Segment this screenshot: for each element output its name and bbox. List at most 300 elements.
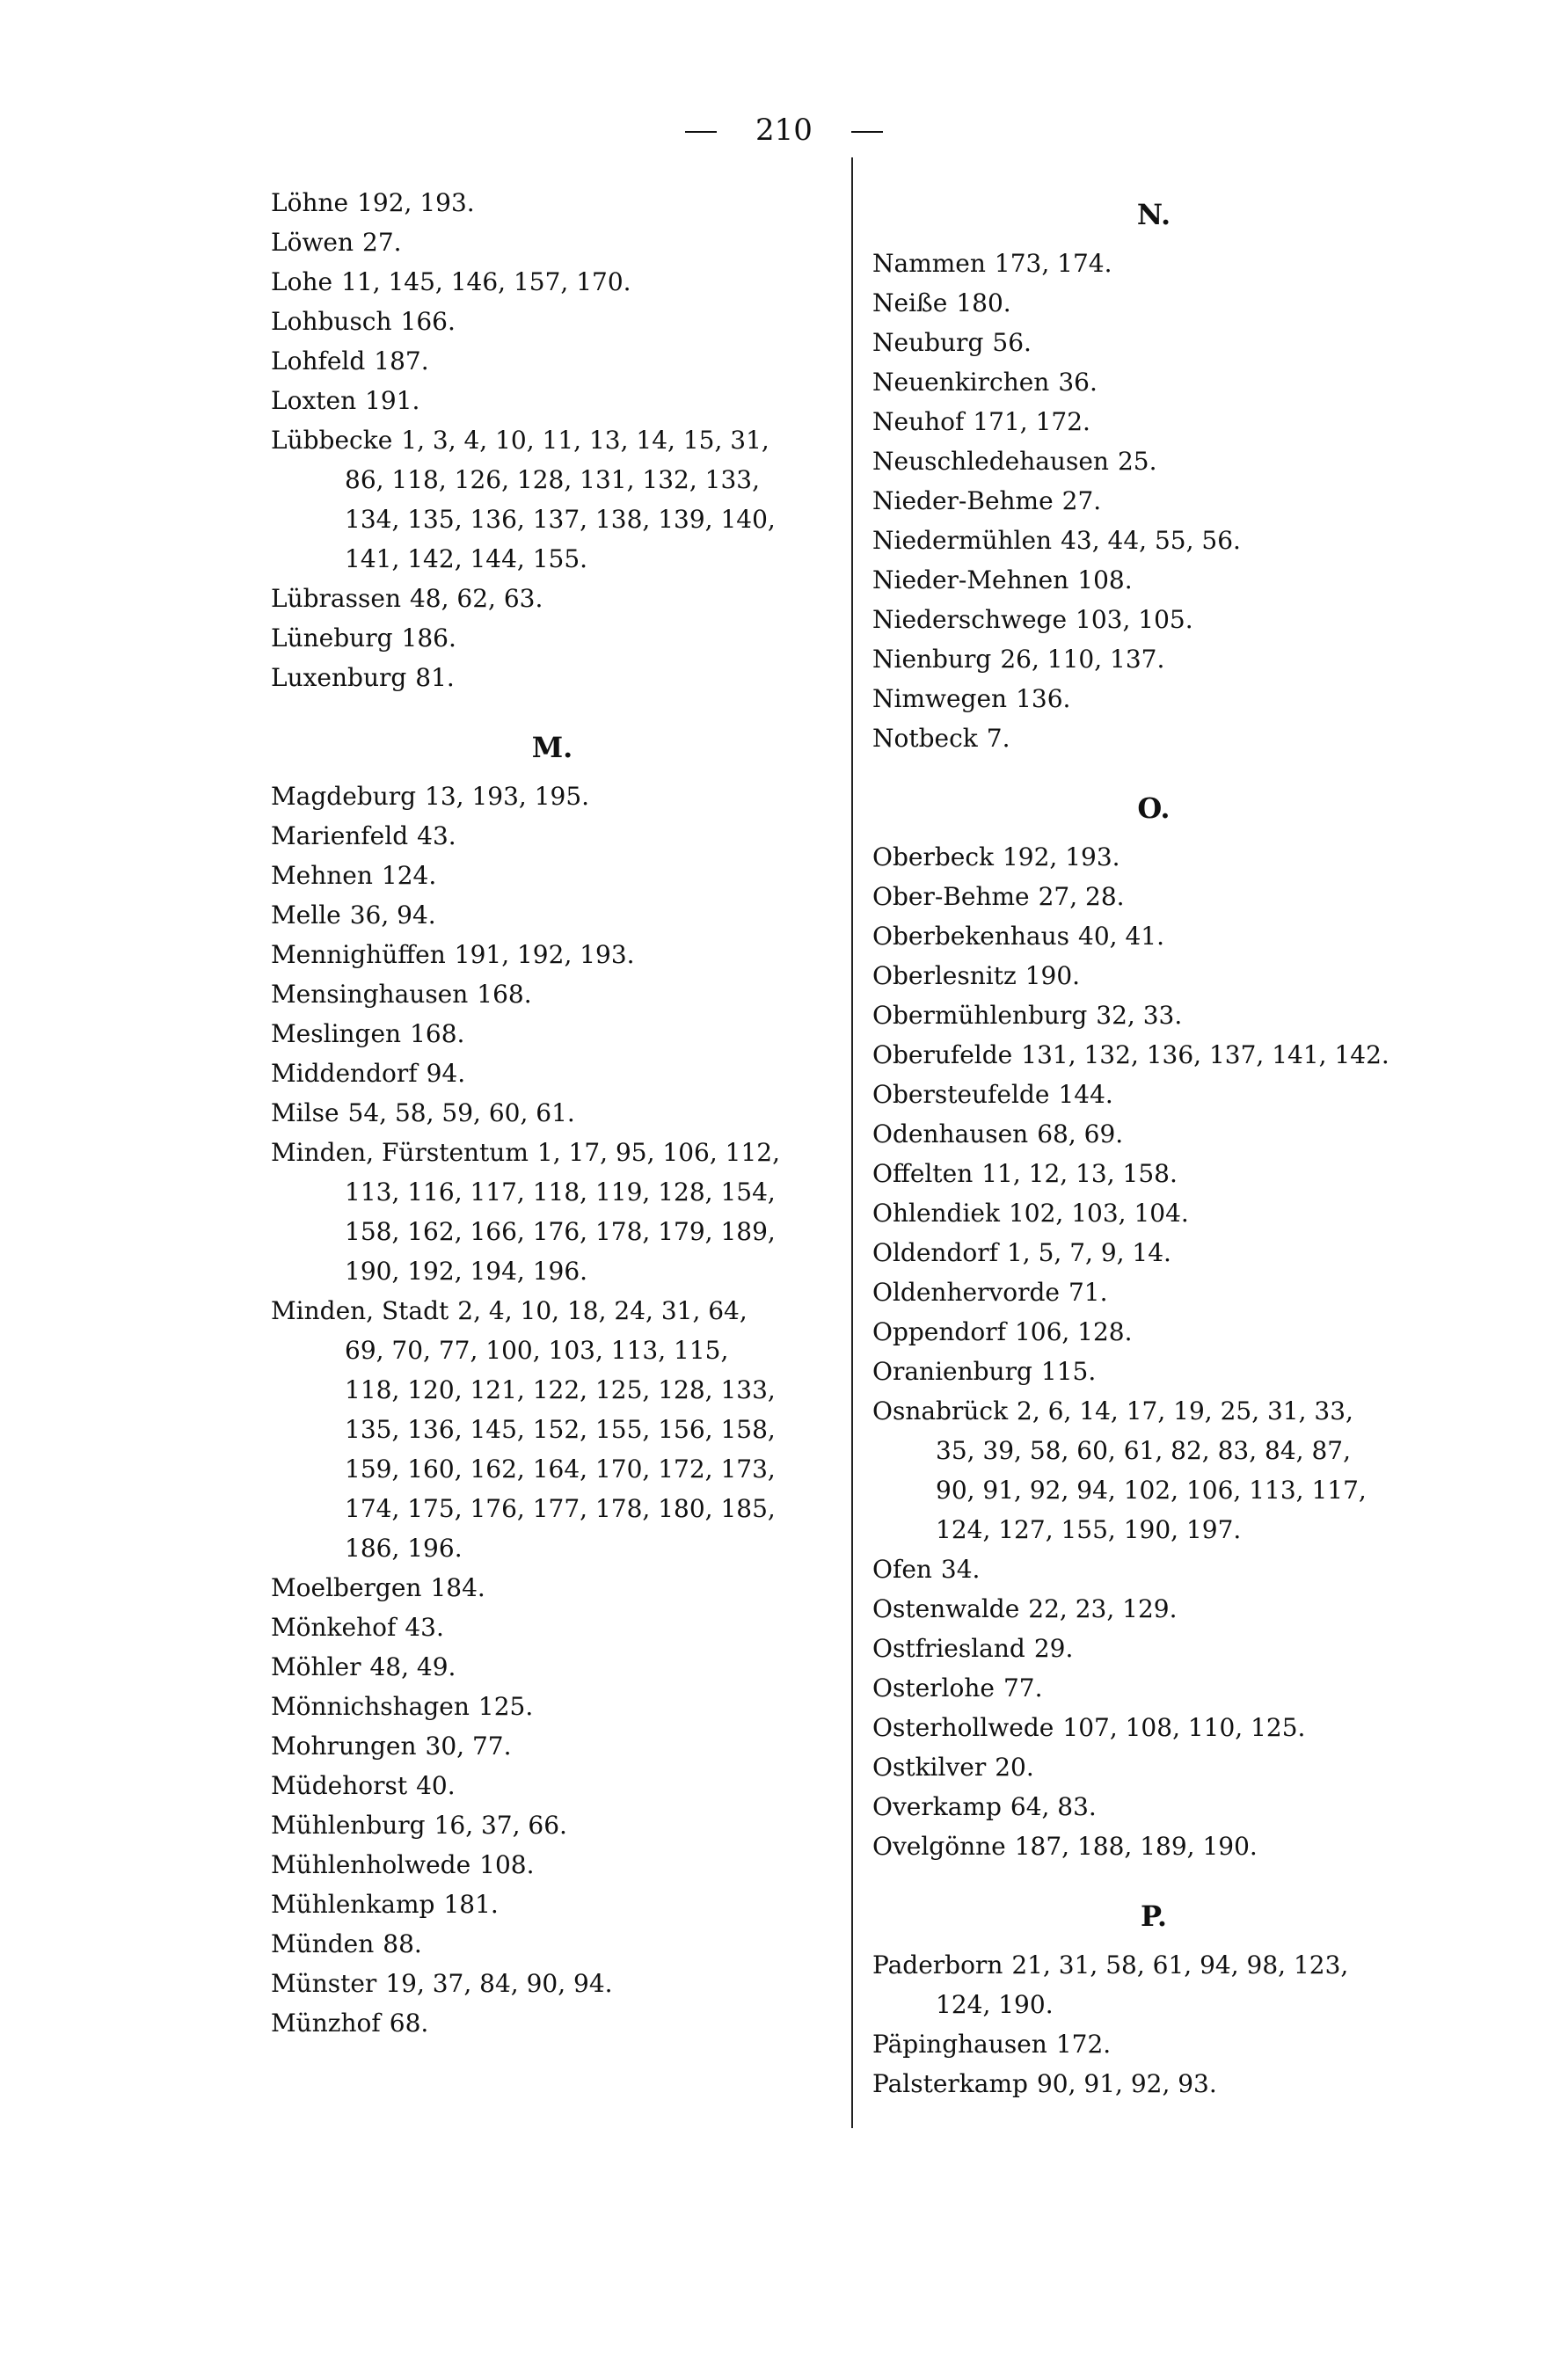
entry-line: [872, 639, 1435, 679]
entry-place-name: Oranienburg: [872, 1357, 1032, 1386]
entry-line: [271, 420, 834, 460]
entry-line: [872, 2024, 1435, 2064]
entry-page-numbers: 43, 44, 55, 56.: [1061, 526, 1241, 555]
entry-page-numbers: 107, 108, 110, 125.: [1062, 1713, 1306, 1742]
entry-place-name: Minden, Fürstentum: [271, 1138, 529, 1167]
entry-page-numbers: 172.: [1055, 2030, 1112, 2059]
entry-place-name: Mühlenkamp: [271, 1890, 435, 1919]
entry-place-name: Oldendorf: [872, 1238, 998, 1267]
entry-place-name: Mensinghausen: [271, 980, 469, 1009]
index-entry: [872, 441, 1435, 481]
entry-page-numbers: 34.: [940, 1555, 981, 1584]
entry-page-numbers: 27.: [362, 228, 402, 257]
entry-place-name: Middendorf: [271, 1059, 418, 1088]
entry-line: [872, 1075, 1435, 1114]
entry-line: [872, 1193, 1435, 1233]
index-entry: [872, 1391, 1435, 1549]
entry-line: [872, 1233, 1435, 1272]
entry-place-name: Moelbergen: [271, 1573, 422, 1602]
entry-page-numbers: 54, 58, 59, 60, 61.: [347, 1098, 575, 1127]
index-entry: [872, 1075, 1435, 1114]
index-entry: [872, 1787, 1435, 1826]
index-entry: [872, 481, 1435, 521]
entry-page-numbers: 124, 127, 155, 190, 197.: [936, 1515, 1242, 1544]
index-entry: [872, 362, 1435, 402]
entry-page-numbers: 180.: [956, 288, 1011, 317]
index-entry: [271, 341, 834, 381]
index-section: [872, 1897, 1435, 2104]
entry-line: [872, 1945, 1435, 1985]
entry-line: [271, 302, 834, 341]
entry-place-name: Neiße: [872, 288, 948, 317]
entry-page-numbers: 29.: [1033, 1634, 1074, 1663]
entry-place-name: Nammen: [872, 249, 986, 278]
entry-page-numbers: 159, 160, 162, 164, 170, 172, 173,: [345, 1455, 776, 1484]
index-entry: [872, 639, 1435, 679]
entry-place-name: Mohrungen: [271, 1732, 417, 1761]
entry-page-numbers: 1, 3, 4, 10, 11, 13, 14, 15, 31,: [401, 426, 769, 455]
entry-place-name: Münden: [271, 1929, 375, 1958]
index-entry: [271, 1845, 834, 1885]
entry-page-numbers: 36, 94.: [349, 900, 436, 930]
entry-page-numbers: 40.: [416, 1771, 456, 1800]
entry-page-numbers: 131, 132, 136, 137, 141, 142.: [1021, 1040, 1389, 1069]
entry-place-name: Neuhof: [872, 407, 965, 436]
entry-continuation-line: [872, 1431, 1435, 1470]
index-entry: [271, 1726, 834, 1766]
entry-page-numbers: 48, 49.: [369, 1652, 456, 1681]
index-column-left: [271, 183, 834, 2043]
entry-page-numbers: 166.: [400, 307, 456, 336]
entry-page-numbers: 125.: [478, 1692, 534, 1721]
entry-place-name: Lohe: [271, 267, 333, 296]
entry-page-numbers: 141, 142, 144, 155.: [345, 544, 588, 573]
entry-page-numbers: 90, 91, 92, 93.: [1036, 2069, 1217, 2098]
index-entry: [271, 1766, 834, 1805]
entry-line: [872, 1272, 1435, 1312]
entry-line: [872, 521, 1435, 560]
entry-place-name: Oberlesnitz: [872, 961, 1017, 990]
index-entry: [271, 658, 834, 697]
entry-line: [271, 1608, 834, 1647]
index-entry: [872, 995, 1435, 1035]
dash-left: [685, 131, 717, 133]
entry-line: [872, 441, 1435, 481]
entry-line: [271, 1054, 834, 1093]
entry-line: [872, 1312, 1435, 1352]
entry-page-numbers: 86, 118, 126, 128, 131, 132, 133,: [345, 465, 760, 494]
entry-page-numbers: 1, 17, 95, 106, 112,: [536, 1138, 780, 1167]
index-entry: [271, 1093, 834, 1133]
index-entry: [872, 837, 1435, 877]
entry-page-numbers: 192, 193.: [1002, 842, 1120, 871]
entry-line: [872, 283, 1435, 323]
entry-line: [271, 1647, 834, 1687]
entry-line: [271, 1093, 834, 1133]
entry-continuation-line: [271, 1172, 834, 1212]
entry-page-numbers: 102, 103, 104.: [1008, 1199, 1189, 1228]
entry-continuation-line: [872, 1470, 1435, 1510]
entry-continuation-line: [271, 1212, 834, 1251]
entry-page-numbers: 106, 128.: [1014, 1317, 1133, 1346]
entry-continuation-line: [271, 1251, 834, 1291]
entry-page-numbers: 16, 37, 66.: [434, 1811, 567, 1840]
index-entry: [271, 222, 834, 262]
entry-continuation-line: [271, 499, 834, 539]
entry-page-numbers: 48, 62, 63.: [409, 584, 543, 613]
entry-place-name: Ofen: [872, 1555, 932, 1584]
index-entry: [271, 262, 834, 302]
entry-line: [872, 1549, 1435, 1589]
entry-line: [872, 600, 1435, 639]
entry-continuation-line: [872, 1985, 1435, 2024]
entry-page-numbers: 71.: [1068, 1278, 1108, 1307]
index-entry: [271, 302, 834, 341]
entry-line: [271, 1133, 834, 1172]
entry-place-name: Loxten: [271, 386, 357, 415]
entry-line: [271, 579, 834, 618]
entry-place-name: Paderborn: [872, 1950, 1003, 1980]
index-entry: [872, 323, 1435, 362]
index-entry: [271, 1133, 834, 1291]
index-entry: [872, 244, 1435, 283]
entry-place-name: Oldenhervorde: [872, 1278, 1060, 1307]
entry-place-name: Neuschledehausen: [872, 447, 1109, 476]
entry-page-numbers: 181.: [443, 1890, 499, 1919]
entry-line: [271, 1726, 834, 1766]
index-entry: [271, 856, 834, 895]
entry-line: [872, 1747, 1435, 1787]
entry-page-numbers: 43.: [405, 1613, 444, 1642]
entry-line: [271, 935, 834, 974]
entry-page-numbers: 19, 37, 84, 90, 94.: [385, 1969, 613, 1998]
index-entry: [872, 1035, 1435, 1075]
index-entry: [271, 895, 834, 935]
entry-place-name: Päpinghausen: [872, 2030, 1047, 2059]
entry-page-numbers: 11, 145, 146, 157, 170.: [341, 267, 631, 296]
index-entry: [872, 402, 1435, 441]
entry-page-numbers: 144.: [1058, 1080, 1113, 1109]
entry-line: [271, 222, 834, 262]
index-entry: [872, 1154, 1435, 1193]
entry-line: [872, 877, 1435, 916]
index-section: [872, 195, 1435, 758]
entry-place-name: Minden, Stadt: [271, 1296, 449, 1325]
index-entry: [271, 420, 834, 579]
column-divider: [851, 157, 853, 2128]
entry-place-name: Palsterkamp: [872, 2069, 1028, 2098]
entry-page-numbers: 25.: [1117, 447, 1157, 476]
index-entry: [271, 183, 834, 222]
index-entry: [271, 1054, 834, 1093]
entry-place-name: Neuburg: [872, 328, 984, 357]
entry-page-numbers: 191, 192, 193.: [454, 940, 635, 969]
index-entry: [271, 618, 834, 658]
entry-line: [271, 341, 834, 381]
entry-place-name: Nieder-Mehnen: [872, 565, 1069, 594]
entry-page-numbers: 2, 6, 14, 17, 19, 25, 31, 33,: [1017, 1396, 1353, 1425]
index-section: [271, 183, 834, 697]
entry-line: [872, 1114, 1435, 1154]
entry-place-name: Milse: [271, 1098, 339, 1127]
entry-place-name: Ostenwalde: [872, 1594, 1020, 1623]
entry-line: [872, 560, 1435, 600]
entry-place-name: Mühlenburg: [271, 1811, 426, 1840]
index-entry: [872, 600, 1435, 639]
entry-page-numbers: 64, 83.: [1010, 1792, 1097, 1821]
entry-place-name: Osterhollwede: [872, 1713, 1054, 1742]
index-entry: [271, 935, 834, 974]
index-entry: [271, 1608, 834, 1647]
entry-line: [872, 1391, 1435, 1431]
entry-place-name: Obersteufelde: [872, 1080, 1050, 1109]
index-entry: [872, 1114, 1435, 1154]
index-entry: [872, 916, 1435, 956]
entry-line: [271, 1291, 834, 1331]
index-entry: [271, 1885, 834, 1924]
entry-line: [271, 2003, 834, 2043]
entry-page-numbers: 22, 23, 129.: [1028, 1594, 1178, 1623]
entry-place-name: Ostfriesland: [872, 1634, 1025, 1663]
entry-place-name: Offelten: [872, 1159, 974, 1188]
entry-place-name: Möhler: [271, 1652, 361, 1681]
entry-place-name: Oberufelde: [872, 1040, 1013, 1069]
index-entry: [271, 2003, 834, 2043]
entry-continuation-line: [872, 1510, 1435, 1549]
index-entry: [872, 1945, 1435, 2024]
page-header: [0, 113, 1568, 148]
index-entry: [872, 560, 1435, 600]
entry-line: [872, 1154, 1435, 1193]
entry-place-name: Marienfeld: [271, 821, 409, 850]
index-entry: [872, 718, 1435, 758]
entry-line: [271, 381, 834, 420]
entry-page-numbers: 103, 105.: [1076, 605, 1193, 634]
entry-place-name: Neuenkirchen: [872, 368, 1050, 397]
entry-line: [271, 816, 834, 856]
entry-page-numbers: 186, 196.: [345, 1534, 463, 1563]
entry-page-numbers: 168.: [410, 1019, 465, 1048]
entry-line: [271, 618, 834, 658]
entry-line: [271, 262, 834, 302]
index-entry: [271, 974, 834, 1014]
entry-page-numbers: 124.: [381, 861, 437, 890]
entry-page-numbers: 168.: [477, 980, 532, 1009]
entry-line: [271, 183, 834, 222]
entry-page-numbers: 187, 188, 189, 190.: [1014, 1832, 1258, 1861]
entry-line: [872, 402, 1435, 441]
entry-page-numbers: 11, 12, 13, 158.: [981, 1159, 1178, 1188]
section-letter-heading: P.: [1141, 1899, 1167, 1933]
entry-place-name: Löhne: [271, 188, 349, 217]
section-letter-heading: O.: [1137, 791, 1171, 825]
index-entry: [271, 1924, 834, 1964]
index-entry: [271, 1291, 834, 1568]
entry-page-numbers: 187.: [374, 346, 429, 376]
entry-line: [872, 995, 1435, 1035]
entry-page-numbers: 94.: [426, 1059, 466, 1088]
entry-line: [271, 1805, 834, 1845]
entry-line: [271, 1568, 834, 1608]
entry-place-name: Osterlohe: [872, 1673, 995, 1703]
dash-right: [851, 131, 883, 133]
entry-page-numbers: 27.: [1061, 486, 1102, 515]
entry-place-name: Lohfeld: [271, 346, 366, 376]
index-section: [271, 728, 834, 2043]
entry-place-name: Mönkehof: [271, 1613, 397, 1642]
entry-page-numbers: 190.: [1025, 961, 1081, 990]
entry-page-numbers: 134, 135, 136, 137, 138, 139, 140,: [345, 505, 776, 534]
entry-line: [872, 1826, 1435, 1866]
entry-place-name: Münster: [271, 1969, 377, 1998]
entry-place-name: Nieder-Behme: [872, 486, 1054, 515]
index-entry: [872, 877, 1435, 916]
entry-place-name: Ober-Behme: [872, 882, 1030, 911]
entry-page-numbers: 124, 190.: [936, 1990, 1054, 2019]
entry-place-name: Ohlendiek: [872, 1199, 1000, 1228]
entry-page-numbers: 184.: [430, 1573, 485, 1602]
entry-place-name: Oppendorf: [872, 1317, 1006, 1346]
entry-place-name: Oberbeck: [872, 842, 994, 871]
entry-line: [271, 1845, 834, 1885]
index-entry: [872, 2024, 1435, 2064]
entry-page-numbers: 43.: [417, 821, 456, 850]
index-entry: [271, 1568, 834, 1608]
section-letter-heading: M.: [531, 731, 573, 764]
index-entry: [271, 1964, 834, 2003]
entry-page-numbers: 68.: [389, 2009, 429, 2038]
index-section: [872, 789, 1435, 1866]
entry-line: [271, 1924, 834, 1964]
entry-line: [872, 362, 1435, 402]
entry-page-numbers: 21, 31, 58, 61, 94, 98, 123,: [1011, 1950, 1349, 1980]
entry-line: [872, 1352, 1435, 1391]
entry-line: [872, 2064, 1435, 2104]
entry-page-numbers: 20.: [995, 1753, 1034, 1782]
index-entry: [872, 1233, 1435, 1272]
index-entry: [271, 579, 834, 618]
entry-line: [271, 1687, 834, 1726]
entry-page-numbers: 135, 136, 145, 152, 155, 156, 158,: [345, 1415, 776, 1444]
entry-page-numbers: 171, 172.: [973, 407, 1090, 436]
index-entry: [872, 1549, 1435, 1589]
entry-page-numbers: 186.: [401, 623, 456, 653]
index-entry: [872, 1272, 1435, 1312]
index-entry: [872, 1312, 1435, 1352]
index-entry: [271, 816, 834, 856]
entry-page-numbers: 115.: [1040, 1357, 1097, 1386]
page-number: 210: [755, 113, 813, 148]
entry-place-name: Mönnichshagen: [271, 1692, 470, 1721]
index-entry: [872, 679, 1435, 718]
entry-place-name: Mehnen: [271, 861, 373, 890]
entry-place-name: Lüneburg: [271, 623, 393, 653]
entry-page-numbers: 190, 192, 194, 196.: [345, 1257, 588, 1286]
entry-line: [872, 244, 1435, 283]
entry-page-numbers: 36.: [1058, 368, 1098, 397]
index-entry: [271, 1647, 834, 1687]
index-entry: [872, 956, 1435, 995]
entry-line: [872, 679, 1435, 718]
entry-page-numbers: 77.: [1003, 1673, 1043, 1703]
entry-line: [271, 1014, 834, 1054]
entry-page-numbers: 69, 70, 77, 100, 103, 113, 115,: [345, 1336, 729, 1365]
entry-place-name: Luxenburg: [271, 663, 407, 692]
index-entry: [872, 283, 1435, 323]
entry-place-name: Obermühlenburg: [872, 1001, 1088, 1030]
entry-continuation-line: [271, 1370, 834, 1410]
entry-page-numbers: 1, 5, 7, 9, 14.: [1006, 1238, 1171, 1267]
entry-line: [872, 956, 1435, 995]
index-entry: [271, 1805, 834, 1845]
entry-place-name: Löwen: [271, 228, 354, 257]
index-entry: [872, 1193, 1435, 1233]
entry-page-numbers: 136.: [1016, 684, 1071, 713]
entry-page-numbers: 81.: [415, 663, 455, 692]
entry-place-name: Ostkilver: [872, 1753, 987, 1782]
index-entry: [271, 1687, 834, 1726]
entry-page-numbers: 173, 174.: [994, 249, 1112, 278]
entry-place-name: Osnabrück: [872, 1396, 1009, 1425]
entry-continuation-line: [271, 1528, 834, 1568]
index-entry: [872, 1708, 1435, 1747]
entry-place-name: Mühlenholwede: [271, 1850, 471, 1879]
entry-page-numbers: 108.: [1077, 565, 1133, 594]
entry-place-name: Niedermühlen: [872, 526, 1053, 555]
entry-line: [271, 1766, 834, 1805]
index-entry: [872, 1747, 1435, 1787]
entry-place-name: Niederschwege: [872, 605, 1068, 634]
entry-place-name: Lübbecke: [271, 426, 393, 455]
entry-line: [872, 718, 1435, 758]
entry-place-name: Müdehorst: [271, 1771, 408, 1800]
entry-place-name: Meslingen: [271, 1019, 402, 1048]
index-entry: [872, 521, 1435, 560]
entry-continuation-line: [271, 1449, 834, 1489]
entry-page-numbers: 88.: [383, 1929, 422, 1958]
entry-line: [872, 837, 1435, 877]
entry-page-numbers: 174, 175, 176, 177, 178, 180, 185,: [345, 1494, 776, 1523]
index-entry: [872, 1826, 1435, 1866]
index-entry: [872, 1629, 1435, 1668]
entry-place-name: Lübrassen: [271, 584, 401, 613]
entry-line: [271, 1885, 834, 1924]
index-entry: [872, 1589, 1435, 1629]
entry-place-name: Notbeck: [872, 724, 978, 753]
entry-place-name: Nimwegen: [872, 684, 1008, 713]
entry-place-name: Mennighüffen: [271, 940, 446, 969]
entry-page-numbers: 192, 193.: [357, 188, 475, 217]
entry-line: [872, 1787, 1435, 1826]
entry-page-numbers: 68, 69.: [1037, 1119, 1124, 1148]
entry-line: [271, 856, 834, 895]
entry-place-name: Ovelgönne: [872, 1832, 1006, 1861]
entry-place-name: Magdeburg: [271, 782, 417, 811]
index-entry: [271, 777, 834, 816]
entry-line: [872, 1629, 1435, 1668]
entry-page-numbers: 158, 162, 166, 176, 178, 179, 189,: [345, 1217, 776, 1246]
entry-line: [872, 1668, 1435, 1708]
entry-page-numbers: 40, 41.: [1078, 922, 1164, 951]
index-entry: [872, 1668, 1435, 1708]
entry-place-name: Odenhausen: [872, 1119, 1029, 1148]
entry-continuation-line: [271, 1331, 834, 1370]
entry-page-numbers: 2, 4, 10, 18, 24, 31, 64,: [457, 1296, 748, 1325]
entry-line: [872, 1708, 1435, 1747]
entry-continuation-line: [271, 1410, 834, 1449]
entry-place-name: Nienburg: [872, 645, 992, 674]
entry-continuation-line: [271, 539, 834, 579]
